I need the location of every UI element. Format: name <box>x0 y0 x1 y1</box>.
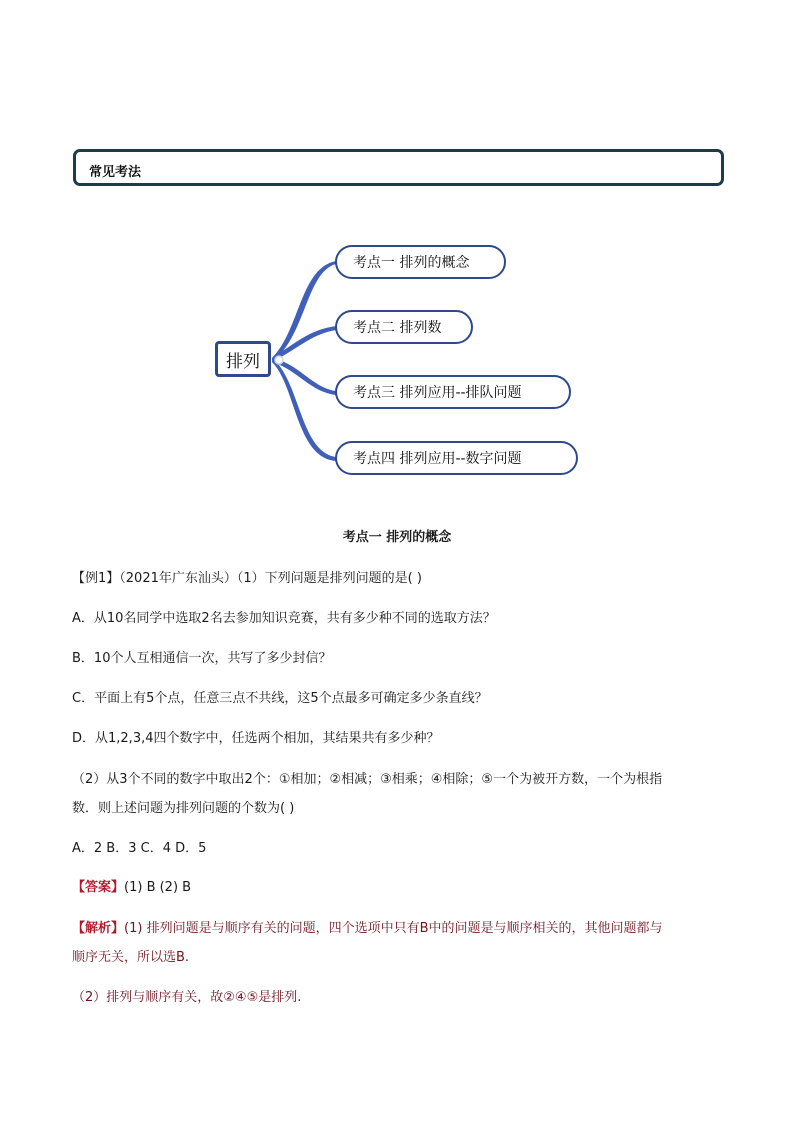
mindmap-branch-3: 考点三 排列应用--排队问题 <box>335 375 571 409</box>
answer-text: (1) B (2) B <box>124 880 192 895</box>
example-line <box>72 571 422 587</box>
part2-line-2: 数．则上述问题为排列问题的个数为( ) <box>72 801 295 816</box>
part2-line-1: （2）从3个不同的数字中取出2个：①相加；②相减；③相乘；④相除；⑤一个为被开方数，一个为根指 <box>72 772 663 787</box>
example-tag: 【例1】 <box>72 571 120 586</box>
option-c: C．平面上有5个点，任意三点不共线，这5个点最多可确定多少条直线？ <box>72 691 488 706</box>
mindmap-branch-2: 考点二 排列数 <box>335 310 473 344</box>
analysis-line-1 <box>72 921 662 937</box>
part2-options: A．2 B．3 C．4 D．5 <box>72 841 207 856</box>
option-d: D．从1,2,3,4四个数字中，任选两个相加，其结果共有多少种？ <box>72 731 440 746</box>
analysis-tag: 【解析】 <box>72 921 125 936</box>
answer-line <box>72 880 191 896</box>
mindmap-branch-4: 考点四 排列应用--数字问题 <box>335 441 578 475</box>
section-header-box <box>73 149 724 186</box>
mindmap-branch-1: 考点一 排列的概念 <box>335 245 506 279</box>
option-b: B．10个人互相通信一次，共写了多少封信？ <box>72 651 332 666</box>
analysis-line-3: （2）排列与顺序有关，故②④⑤是排列. <box>72 990 302 1005</box>
analysis-text-1: (1) 排列问题是与顺序有关的问题，四个选项中只有B中的问题是与顺序相关的，其他问题都与 <box>124 921 663 936</box>
analysis-line-2: 顺序无关，所以选B. <box>72 950 190 965</box>
mindmap-root: 排列 <box>215 341 271 377</box>
option-a: A．从10名同学中选取2名去参加知识竞赛，共有多少种不同的选取方法？ <box>72 611 496 626</box>
subheading: 考点一 排列的概念 <box>342 530 452 545</box>
example-source: （2021年广东汕头）（1）下列问题是排列问题的是( ) <box>119 571 422 586</box>
section-title: 常见考法 <box>89 165 142 180</box>
answer-tag: 【答案】 <box>72 880 125 895</box>
